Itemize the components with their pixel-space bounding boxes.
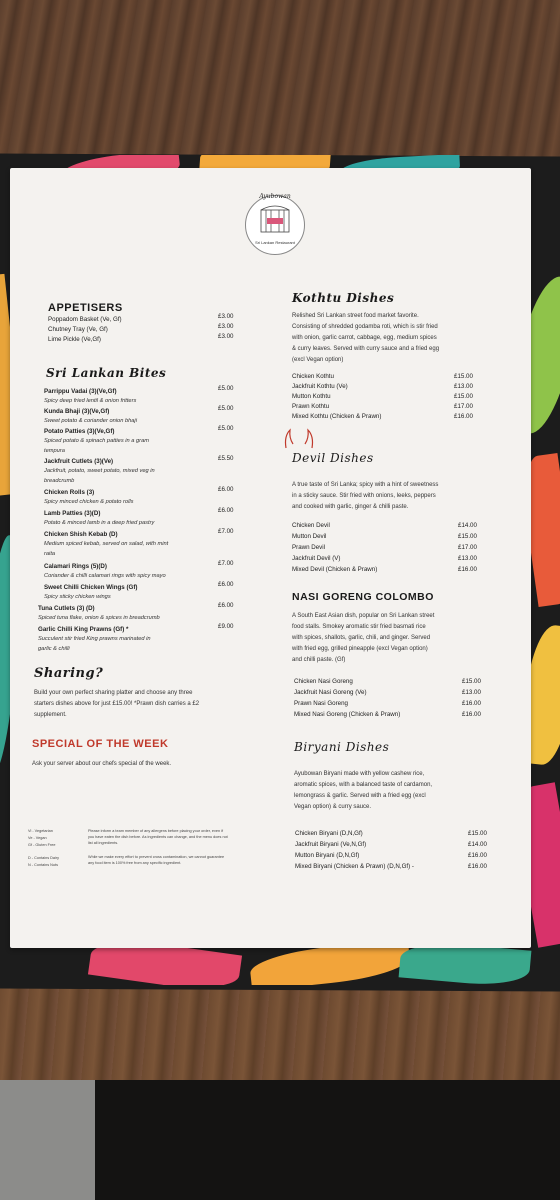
restaurant-logo: [245, 195, 305, 255]
bite-price-8: £7.00: [218, 560, 234, 567]
nasi-price-2: £13.00: [462, 689, 481, 696]
allergy-note-5: any food item is 100% free from any specific ingredient.: [88, 861, 182, 865]
bite-desc-10: Spiced tuna flake, onion & spices in breadcrumb: [38, 615, 160, 621]
devil-price-1: £14.00: [458, 522, 477, 529]
allergy-note-4: While we make every effort to prevent cross contamination, we cannot guarantee: [88, 855, 225, 859]
special-heading: SPECIAL OF THE WEEK: [32, 738, 169, 750]
nasi-text-3: with spices, shallots, garlic, chili, and ginger. Served: [292, 635, 431, 641]
bite-desc-8: Coriander & chilli calamari rings with spicy mayo: [44, 573, 166, 579]
sri-lankan-bites-heading: Sri Lankan Bites: [46, 366, 167, 380]
kothtu-price-4: £17.00: [454, 403, 473, 410]
devil-text-1: A true taste of Sri Lanka; spicy with a hint of sweetness: [292, 482, 439, 488]
devil-name-1: Chicken Devil: [292, 522, 330, 529]
devil-price-2: £15.00: [458, 533, 477, 540]
nasi-price-1: £15.00: [462, 678, 481, 685]
biryani-price-4: £16.00: [468, 863, 487, 870]
nasi-text-4: with fried egg, grilled pineapple (excl Vegan option): [292, 646, 428, 652]
bite-desc-3b: tempura: [44, 448, 65, 454]
kothtu-price-3: £15.00: [454, 393, 473, 400]
bite-name-5: Chicken Rolls (3): [44, 489, 95, 496]
nasi-goreng-heading: NASI GORENG COLOMBO: [292, 591, 434, 603]
kothtu-text-5: (excl Vegan option): [292, 357, 344, 363]
bite-price-5: £6.00: [218, 486, 234, 493]
biryani-text-4: Vegan option) & curry sauce.: [294, 804, 372, 810]
bite-desc-7a: Medium spiced kebab, served on salad, with mint: [44, 541, 169, 547]
biryani-text-3: lemongrass & garlic. Served with a fried egg (excl: [294, 793, 426, 799]
kothtu-heading: Kothtu Dishes: [292, 291, 395, 305]
biryani-price-1: £15.00: [468, 830, 487, 837]
legend-2: Ve - Vegan: [28, 836, 47, 840]
nasi-name-4: Mixed Nasi Goreng (Chicken & Prawn): [294, 711, 401, 718]
nasi-price-3: £16.00: [462, 700, 481, 707]
special-text: Ask your server about our chefs special of the week.: [32, 761, 172, 767]
bite-name-9: Sweet Chilli Chicken Wings (Gf): [44, 584, 138, 591]
appetiser-name-3: Lime Pickle (Ve,Gf): [48, 336, 101, 343]
appetiser-name-2: Chutney Tray (Ve, Gf): [48, 326, 108, 333]
kothtu-name-4: Prawn Kothtu: [292, 403, 330, 410]
devil-horns-icon: [282, 428, 316, 450]
bite-desc-6: Potato & minced lamb in a deep fried pastry: [44, 520, 155, 526]
allergy-note-2: you have eaten the dish before. As ingredients can change, and the menu does not: [88, 835, 228, 839]
bite-desc-5: Spicy minced chicken & potato rolls: [44, 499, 134, 505]
bite-name-11: Garlic Chilli King Prawns (Gf) *: [38, 626, 129, 633]
logo-script: Ayubowan: [259, 193, 291, 200]
biryani-price-3: £16.00: [468, 852, 487, 859]
bite-price-1: £5.00: [218, 385, 234, 392]
biryani-text-2: aromatic spices, with a balanced taste of cardamon,: [294, 782, 433, 788]
kothtu-price-5: £16.00: [454, 413, 473, 420]
biryani-name-1: Chicken Biryani (D,N,Gf): [295, 830, 363, 837]
sharing-text-3: supplement.: [34, 712, 67, 718]
bite-desc-1: Spicy deep fried lentil & onion fritters: [44, 398, 137, 404]
sharing-text-2: starters dishes above for just £15.00! *Prawn dish carries a £2: [34, 701, 200, 707]
kothtu-price-2: £13.00: [454, 383, 473, 390]
kothtu-text-3: with onion, garlic carrot, cabbage, egg, medium spices: [292, 335, 437, 341]
kothtu-name-3: Mutton Kothtu: [292, 393, 331, 400]
bite-price-2: £5.00: [218, 405, 234, 412]
biryani-price-2: £14.00: [468, 841, 487, 848]
bite-name-4: Jackfruit Cutlets (3)(Ve): [44, 458, 114, 465]
devil-name-3: Prawn Devil: [292, 544, 326, 551]
sharing-heading: Sharing?: [34, 666, 104, 681]
bite-name-8: Calamari Rings (5)(D): [44, 563, 107, 570]
kothtu-price-1: £15.00: [454, 373, 473, 380]
bite-desc-11a: Succulent stir fried King prawns marinated in: [38, 636, 151, 642]
bite-price-3: £5.00: [218, 425, 234, 432]
appetiser-price-3: £3.00: [218, 333, 234, 340]
kothtu-name-2: Jackfruit Kothtu (Ve): [292, 383, 348, 390]
legend-4: D - Contains Dairy: [28, 856, 60, 860]
bite-name-7: Chicken Shish Kebab (D): [44, 531, 118, 538]
biryani-text-1: Ayubowan Biryani made with yellow cashew rice,: [294, 771, 425, 777]
nasi-text-5: and chilli paste. (Gf): [292, 657, 346, 663]
allergy-note-3: list all ingredients.: [88, 841, 119, 845]
appetiser-name-1: Poppadom Basket (Ve, Gf): [48, 316, 122, 323]
bite-price-4: £5.50: [218, 455, 234, 462]
legend-5: N - Contains Nuts: [28, 863, 58, 867]
devil-text-3: and cooked with garlic, ginger & chilli paste.: [292, 504, 409, 510]
bite-name-10: Tuna Cutlets (3) (D): [38, 605, 95, 612]
wooden-table-top: [0, 0, 560, 175]
bite-price-9: £6.00: [218, 581, 234, 588]
kothtu-name-5: Mixed Kothtu (Chicken & Prawn): [292, 413, 382, 420]
bite-name-6: Lamb Patties (3)(D): [44, 510, 101, 517]
bite-name-3: Potato Patties (3)(Ve,Gf): [44, 428, 115, 435]
grey-floor-patch: [0, 1080, 95, 1200]
kothtu-text-4: & curry leaves. Served with curry sauce and a fried egg: [292, 346, 440, 352]
devil-price-3: £17.00: [458, 544, 477, 551]
bite-price-10: £6.00: [218, 602, 234, 609]
bite-desc-11b: garlic & chilli: [38, 646, 70, 652]
nasi-text-2: food stalls. Smokey aromatic stir fried basmati rice: [292, 624, 426, 630]
kothtu-name-1: Chicken Kothtu: [292, 373, 334, 380]
devil-name-4: Jackfruit Devil (V): [292, 555, 341, 562]
bite-desc-9: Spicy sticky chicken wings: [44, 594, 111, 600]
bite-price-11: £9.00: [218, 623, 234, 630]
nasi-text-1: A South East Asian dish, popular on Sri Lankan street: [292, 613, 435, 619]
bite-name-2: Kunda Bhaji (3)(Ve,Gf): [44, 408, 110, 415]
legend-1: Vi - Vegetarian: [28, 829, 53, 833]
temple-logo-icon: [257, 204, 293, 238]
bite-desc-4b: breadcrumb: [44, 478, 75, 484]
devil-heading: Devil Dishes: [292, 451, 374, 465]
biryani-name-3: Mutton Biryani (D,N,Gf): [295, 852, 360, 859]
appetiser-price-1: £3.00: [218, 313, 234, 320]
bite-name-1: Parrippu Vadai (3)(Ve,Gf): [44, 388, 117, 395]
bite-price-7: £7.00: [218, 528, 234, 535]
sharing-text-1: Build your own perfect sharing platter and choose any three: [34, 690, 193, 696]
devil-price-4: £13.00: [458, 555, 477, 562]
devil-text-2: in a sticky sauce. Stir fried with onions, leeks, peppers: [292, 493, 436, 499]
devil-name-5: Mixed Devil (Chicken & Prawn): [292, 566, 378, 573]
appetisers-heading: APPETISERS: [48, 302, 123, 314]
legend-3: Gf - Gluten Free: [28, 843, 56, 847]
devil-price-5: £16.00: [458, 566, 477, 573]
logo-subtitle: Sri Lankan Restaurant: [255, 240, 295, 245]
bite-desc-2: Sweet potato & coriander onion bhaji: [44, 418, 137, 424]
biryani-name-2: Jackfruit Biryani (Ve,N,Gf): [295, 841, 367, 848]
devil-name-2: Mutton Devil: [292, 533, 327, 540]
bite-desc-4a: Jackfruit, potato, sweet potato, mixed veg in: [44, 468, 155, 474]
allergy-note-1: Please inform a team member of any allergens before placing your order, even if: [88, 829, 224, 833]
bite-price-6: £6.00: [218, 507, 234, 514]
nasi-name-2: Jackfruit Nasi Goreng (Ve): [294, 689, 367, 696]
kothtu-text-1: Relished Sri Lankan street food market favorite.: [292, 313, 419, 319]
nasi-name-1: Chicken Nasi Goreng: [294, 678, 353, 685]
biryani-heading: Biryani Dishes: [294, 740, 390, 754]
appetiser-price-2: £3.00: [218, 323, 234, 330]
nasi-price-4: £16.00: [462, 711, 481, 718]
bite-desc-7b: raita: [44, 551, 56, 557]
nasi-name-3: Prawn Nasi Goreng: [294, 700, 348, 707]
biryani-name-4: Mixed Biryani (Chicken & Prawn) (D,N,Gf) -: [295, 863, 414, 870]
kothtu-text-2: Consisting of shredded godamba roti, which is stir fried: [292, 324, 438, 330]
bite-desc-3a: Spiced potato & spinach patties in a gram: [44, 438, 149, 444]
